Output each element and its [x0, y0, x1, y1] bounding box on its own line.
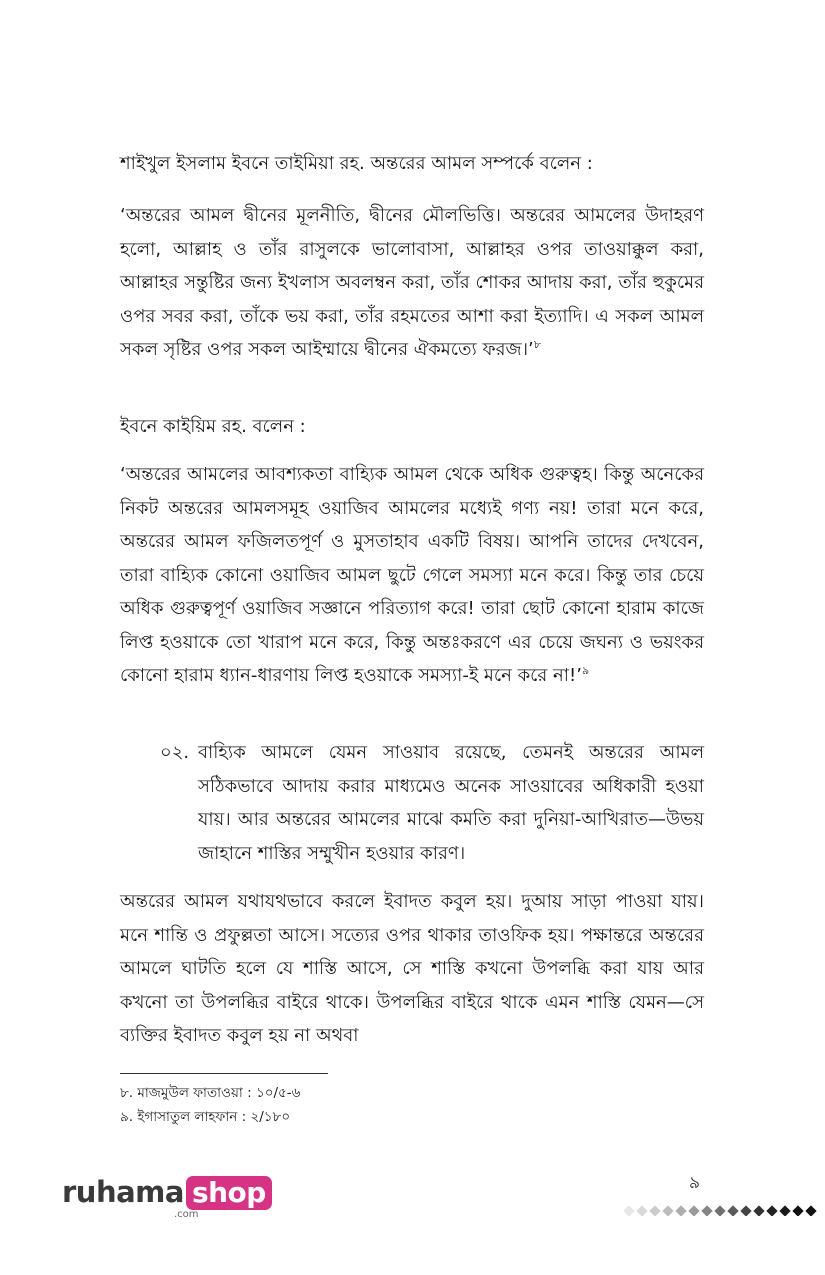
point-number: ০২.: [160, 742, 190, 763]
footnote-divider: [120, 1073, 328, 1074]
footnote-ref: ৮: [533, 338, 541, 351]
footnote-8: ৮. মাজমুউল ফাতাওয়া : ১০/৫-৬: [120, 1085, 301, 1101]
quote-text: ‘অন্তরের আমল দ্বীনের মূলনীতি, দ্বীনের মৌলভিত্তি। অন্তরের আমলের উদাহরণ হলো, আল্লাহ ও তাঁর রাসুলকে ভালোবাসা, আল্লাহর ওপর তাওয়াক্কুল করা, আল্লাহর সন্তুষ্টির জন্য ইখলাস অবলম্বন করা, তাঁর শোকর আদায় করা, তাঁর হুকুমের ওপর সবর করা, তাঁকে ভয় করা, তাঁর রহমতের আশা করা ইত্যাদি। এ সকল আমল সকল সৃষ্টির ওপর সকল আইম্মায়ে দ্বীনের ঐকমত্যে ফরজ।’: [120, 205, 704, 360]
closing-paragraph: অন্তরের আমল যথাযথভাবে করলে ইবাদত কবুল হয়। দুআয় সাড়া পাওয়া যায়। মনে শান্তি ও প্রফুল্লতা আসে। সত্যের ওপর থাকার তাওফিক হয়। পক্ষান্তরে অন্তরের আমলে ঘাটতি হলে যে শাস্তি আসে, সে শাস্তি কখনো উপলব্ধি করা যায় আর কখনো তা উপলব্ধির বাইরে থাকে। উপলব্ধির বাইরে থাকে এমন শাস্তি যেমন—সে ব্যক্তির ইবাদত কবুল হয় না অথবা: [120, 891, 704, 1046]
footnote-ref: ৯: [581, 664, 590, 677]
point-text: বাহ্যিক আমলে যেমন সাওয়াব রয়েছে, তেমনই অন্তরের আমল সঠিকভাবে আদায় করার মাধ্যমেও অনেক সাওয়াবের অধিকারী হওয়া যায়। আর অন্তরের আমলের মাঝে কমতি করা দুনিয়া-আখিরাত—উভয় জাহানে শাস্তির সম্মুখীন হওয়ার কারণ।: [198, 742, 704, 864]
intro-line-2: ইবনে কাইয়িম রহ. বলেন :: [120, 416, 306, 437]
page-number: ৯: [689, 1173, 701, 1193]
decorative-diamond-strip: [622, 1200, 825, 1216]
logo-domain-text: .com: [174, 1209, 199, 1220]
quote-text: ‘অন্তরের আমলের আবশ্যকতা বাহ্যিক আমল থেকে অধিক গুরুত্বহ। কিন্তু অনেকের নিকট অন্তরের আমলসমূহ ওয়াজিব আমলের মধ্যেই গণ্য নয়! তারা মনে করে, অন্তরের আমল ফজিলতপূর্ণ ও মুসতাহাব একটি বিষয়। আপনি তাদের দেখবেন, তারা বাহ্যিক কোনো ওয়াজিব আমল ছুটে গেলে সমস্যা মনে করে। কিন্তু তার চেয়ে অধিক গুরুত্বপূর্ণ ওয়াজিব সজ্ঞানে পরিত্যাগ করে! তারা ছোট কোনো হারাম কাজে লিপ্ত হওয়াকে তো খারাপ মনে করে, কিন্তু অন্তঃকরণে এর চেয়ে জঘন্য ও ভয়ংকর কোনো হারাম ধ্যান-ধারণায় লিপ্ত হওয়াকে সমস্যা-ই মনে করে না!’: [120, 464, 704, 686]
ruhamashop-logo: [62, 1175, 272, 1223]
intro-line: শাইখুল ইসলাম ইবনে তাইমিয়া রহ. অন্তরের আমল সম্পর্কে বলেন :: [120, 153, 593, 174]
quote-ibn-qayyim: [120, 458, 704, 693]
numbered-point: [160, 736, 704, 870]
quote-ibn-taymiyyah: [120, 199, 704, 367]
footnote-9: ৯. ইগাসাতুল লাহফান : ২/১৮০: [120, 1109, 291, 1125]
logo-box-text: shop: [186, 1176, 272, 1210]
logo-main-text: ruhama: [62, 1175, 184, 1209]
